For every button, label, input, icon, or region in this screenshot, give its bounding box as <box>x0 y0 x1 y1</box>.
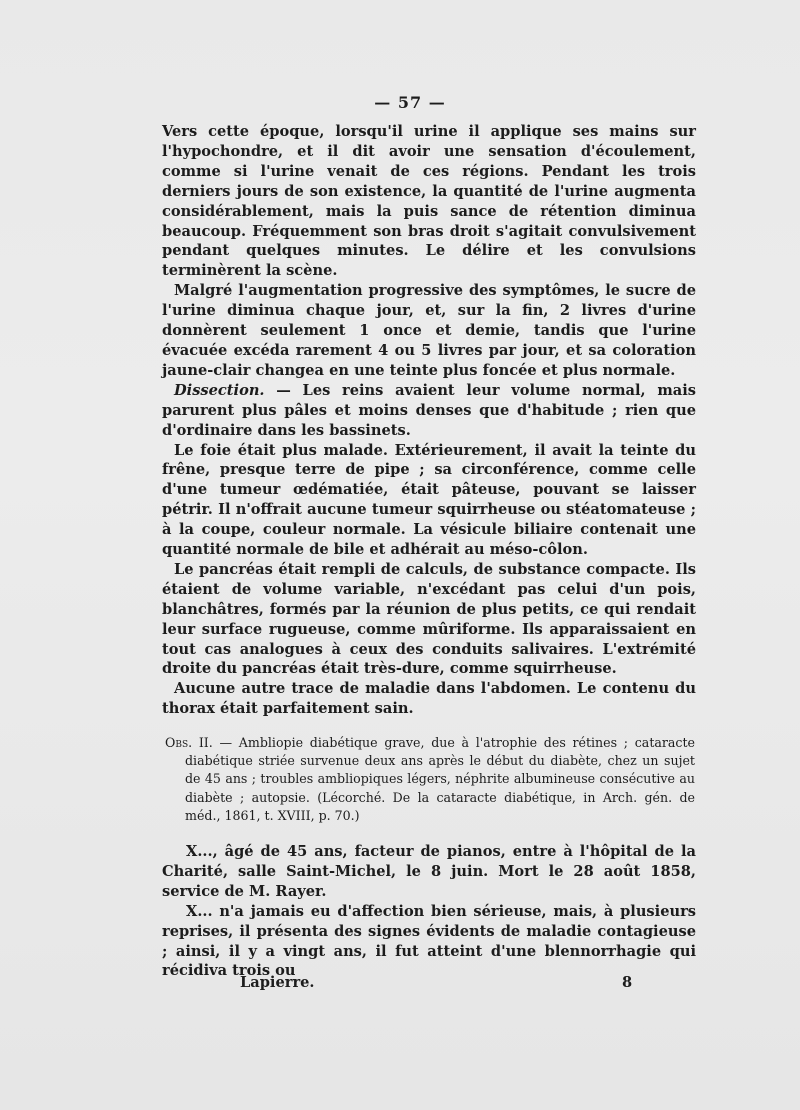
paragraph-2: Malgré l'augmentation progressive des symptômes, le sucre de l'urine diminua chaque jour, et, sur la fin, 2 livres d'urine donnèrent seulement 1 once et demie, tandis que l'urine évacuée excéda rarement 4 ou 5 livres par jour, et sa coloration jaune-clair changea en une teinte plus foncée et plus normale. <box>162 282 696 379</box>
paragraph-1: Vers cette époque, lorsqu'il urine il applique ses mains sur l'hypochondre, et il dit avoir une sensation d'écoulement, comme si l'urine venait de ces régions. Pendant les trois derniers jours de son existence, la quantité de l'urine augmenta considérablement, mais la puis sance de rétention diminua beaucoup. Fréquemment son bras droit s'agitait convulsivement pendant quelques minutes. Le délire et les convulsions terminèrent la scène. <box>162 123 696 280</box>
dissection-text: — Les reins avaient leur volume normal, mais parurent plus pâles et moins denses que d'habitude ; rien que d'ordinaire dans les bassinets. <box>162 381 696 439</box>
case-text <box>162 842 696 981</box>
paragraph-abdomen: Aucune autre trace de maladie dans l'abdomen. Le contenu du thorax était parfaitement sain. <box>162 680 696 718</box>
paragraph-pancreas: Le pancréas était rempli de calculs, de substance compacte. Ils étaient de volume variable, n'excédant pas celui d'un pois, blanchâtres, formés par la réunion de plus petits, ce qui rendait leur surface rugueuse, comme mûriforme. Ils apparaissaient en tout cas analogues à ceux des conduits salivaires. L'extrémité droite du pancréas était très-dure, comme squirrheuse. <box>162 560 696 678</box>
paragraph-dissection <box>162 381 696 441</box>
case-paragraph-1: X..., âgé de 45 ans, facteur de pianos, entre à l'hôpital de la Charité, salle Saint-Michel, le 8 juin. Mort le 28 août 1858, service de M. Rayer. <box>162 843 696 900</box>
footer-author: Lapierre. <box>240 974 315 991</box>
observation-summary <box>165 734 695 825</box>
case-paragraph-2: X... n'a jamais eu d'affection bien sérieuse, mais, à plusieurs reprises, il présenta des signes évidents de maladie contagieuse ; ainsi, il y a vingt ans, il fut atteint d'une blennorrhagie qui récidiva trois ou <box>162 902 696 980</box>
observation-label: Obs. II. <box>165 735 213 750</box>
observation-text: — Ambliopie diabétique grave, due à l'atrophie des rétines ; cataracte diabétique striée survenue deux ans après le début du diabète, chez un sujet de 45 ans ; troubles ambliopiques légers, néphrite albumineuse consécutive au diabète ; autopsie. (Lécorché. De la cataracte diabétique, in Arch. gén. de méd., 1861, t. XVIII, p. 70.) <box>185 735 695 823</box>
page-footer <box>240 974 640 991</box>
paragraph-liver: Le foie était plus malade. Extérieurement, il avait la teinte du frêne, presque terre de pipe ; sa circonférence, comme celle d'une tumeur œdématiée, était pâteuse, pouvant se laisser pétrir. Il n'offrait aucune tumeur squirrheuse ou stéatomateuse ; à la coupe, couleur normale. La vésicule biliaire contenait une quantité normale de bile et adhérait au méso-côlon. <box>162 441 696 559</box>
page-number: — 57 — <box>374 93 446 112</box>
observation-paragraph <box>165 734 695 825</box>
dissection-label: Dissection. <box>174 381 265 399</box>
main-text <box>162 122 696 719</box>
footer-signature: 8 <box>622 974 633 991</box>
